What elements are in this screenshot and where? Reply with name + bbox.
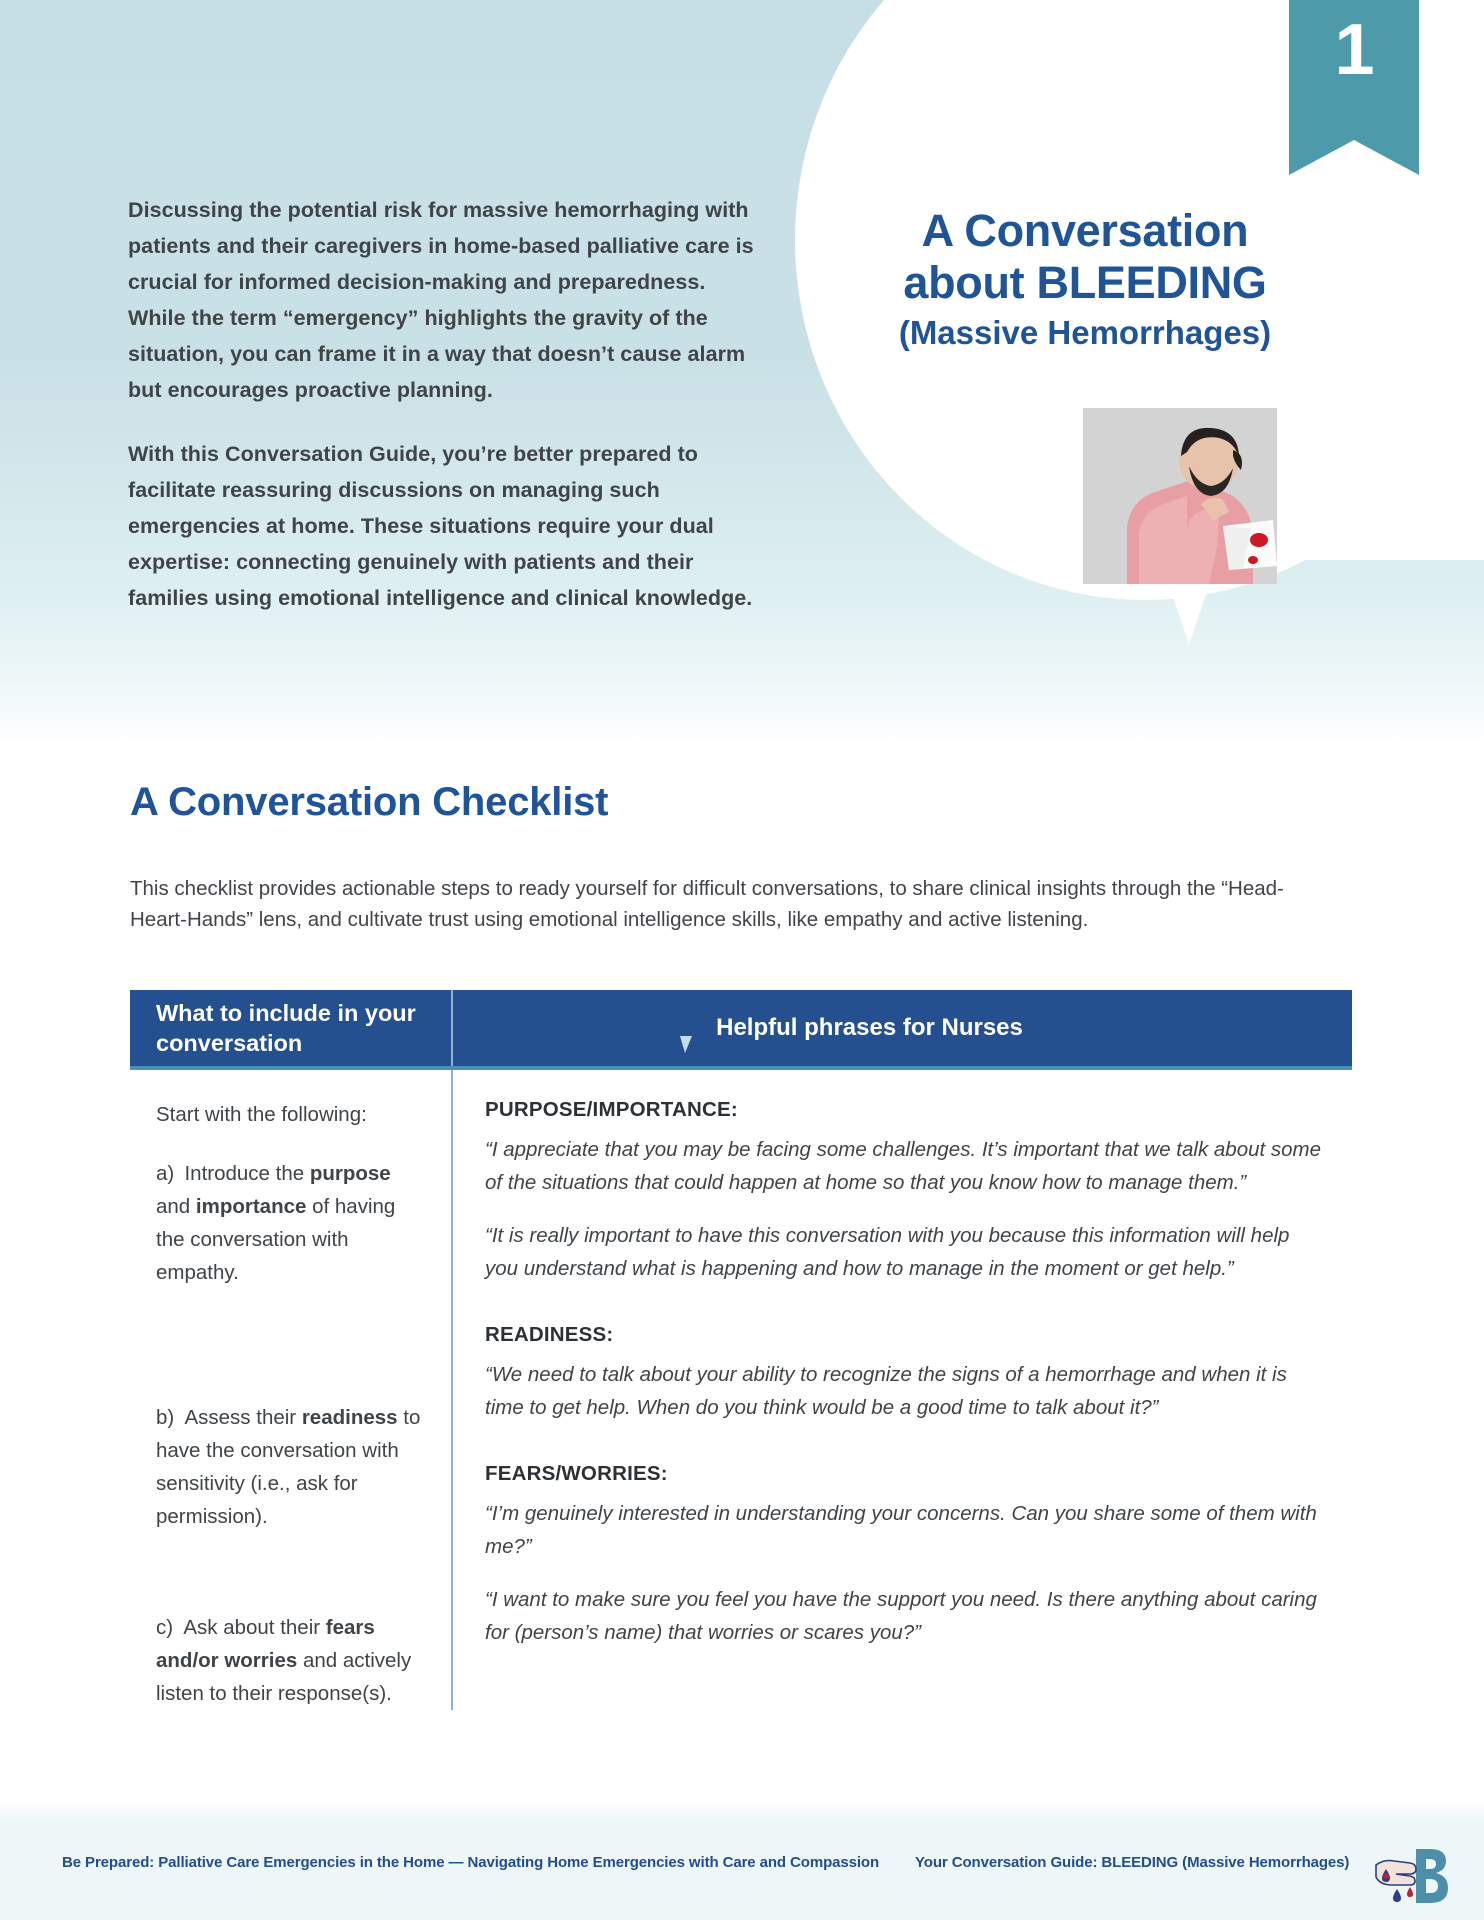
page-number-ribbon xyxy=(1289,0,1419,175)
left-item-c-pre: c) Ask about their xyxy=(156,1616,326,1639)
page-title xyxy=(840,205,1330,355)
left-spacer-2 xyxy=(156,1533,425,1611)
title-line-1: A Conversation xyxy=(921,205,1249,256)
page-footer xyxy=(0,1800,1484,1920)
left-spacer-1 xyxy=(156,1289,425,1401)
table-column-helpful-phrases xyxy=(453,1070,1352,1710)
phrase-purpose-quote-1: “I appreciate that you may be facing some challenges. It’s important that we talk about some of the situations that could happen at home so that you know how to manage them.” xyxy=(485,1138,1322,1194)
left-item-b-post: to have the conversation with sensitivity (i.e., ask for permission). xyxy=(156,1406,421,1528)
left-item-a-bold-2: importance xyxy=(195,1195,307,1218)
left-item-a-post: of having the conversation with empathy. xyxy=(156,1195,396,1284)
footer-left-text: Be Prepared: Palliative Care Emergencies in the Home — Navigating Home Emergencies with Care and Compassion xyxy=(62,1854,880,1871)
table-header-right-label: Helpful phrases for Nurses xyxy=(716,1014,1023,1041)
phrase-group-readiness-heading: READINESS: xyxy=(485,1323,614,1346)
left-item-a-bold-1: purpose xyxy=(309,1162,391,1185)
left-item-a-mid: and xyxy=(156,1195,196,1218)
phrase-purpose-quote-2: “It is really important to have this conversation with you because this information will help you understand what is happening and how to manage in the moment or get help.” xyxy=(485,1224,1290,1280)
phrase-group-fears-heading: FEARS/WORRIES: xyxy=(485,1462,668,1485)
hero-banner xyxy=(0,0,1484,745)
footer-right-text: Your Conversation Guide: BLEEDING (Massive Hemorrhages) xyxy=(915,1854,1350,1871)
phrase-group-purpose xyxy=(485,1098,1322,1285)
table-column-what-to-include xyxy=(130,1070,453,1710)
table-header-row xyxy=(130,990,1352,1070)
title-line-2: about BLEEDING xyxy=(903,257,1267,308)
left-item-b-bold-1: readiness xyxy=(301,1406,398,1429)
title-subtitle: (Massive Hemorrhages) xyxy=(898,314,1272,351)
conversation-checklist-table xyxy=(130,990,1352,1710)
phrase-group-purpose-heading: PURPOSE/IMPORTANCE: xyxy=(485,1098,738,1121)
left-item-b-pre: b) Assess their xyxy=(156,1406,302,1429)
checklist-intro-text: This checklist provides actionable steps to ready yourself for difficult conversations, to share clinical insights through the “Head-Heart-Hands” lens, and cultivate trust using emotional intelligence skills, like empathy and active listening. xyxy=(130,877,1284,931)
speech-bubble-icon xyxy=(662,1010,700,1046)
brand-logo xyxy=(1370,1845,1452,1907)
left-item-a-pre: a) Introduce the xyxy=(156,1162,310,1185)
intro-text-block xyxy=(128,192,768,616)
checklist-heading: A Conversation Checklist xyxy=(130,780,609,824)
phrase-readiness-quote-1: “We need to talk about your ability to recognize the signs of a hemorrhage and when it is time to get help. When do you think would be a good time to talk about it?” xyxy=(485,1363,1287,1419)
phrase-fears-quote-1: “I’m genuinely interested in understanding your concerns. Can you share some of them with me?” xyxy=(485,1502,1317,1558)
phrase-fears-quote-2: “I want to make sure you feel you have the support you need. Is there anything about caring for (person’s name) that worries or scares you?” xyxy=(485,1588,1317,1644)
phrase-group-readiness xyxy=(485,1323,1322,1424)
footer-inner xyxy=(0,1800,1484,1920)
left-lead-in: Start with the following: xyxy=(156,1103,367,1126)
left-item-c xyxy=(156,1611,425,1710)
intro-paragraph-1: Discussing the potential risk for massive hemorrhaging with patients and their caregivers in home-based palliative care is crucial for informed decision-making and preparedness. While the term “emergency” highlights the gravity of the situation, you can frame it in a way that doesn’t cause alarm but encourages proactive planning. xyxy=(128,198,754,402)
table-header-cell-right xyxy=(453,990,1352,1066)
hero-photo xyxy=(1083,408,1277,584)
table-header-left-label: What to include in your conversation xyxy=(156,1000,416,1056)
left-item-a xyxy=(156,1157,425,1289)
phrase-group-fears xyxy=(485,1462,1322,1649)
left-item-c-bold-1: fears and/or worries xyxy=(156,1616,375,1672)
left-item-b xyxy=(156,1401,425,1533)
table-body xyxy=(130,1070,1352,1710)
left-item-c-post: and actively listen to their response(s). xyxy=(156,1649,412,1705)
ribbon-number: 1 xyxy=(1334,10,1374,90)
intro-paragraph-2: With this Conversation Guide, you’re better prepared to facilitate reassuring discussions on managing such emergencies at home. These situations require your dual expertise: connecting genuinely with patients and their families using emotional intelligence and clinical knowledge. xyxy=(128,442,753,610)
table-header-cell-left xyxy=(130,990,453,1066)
